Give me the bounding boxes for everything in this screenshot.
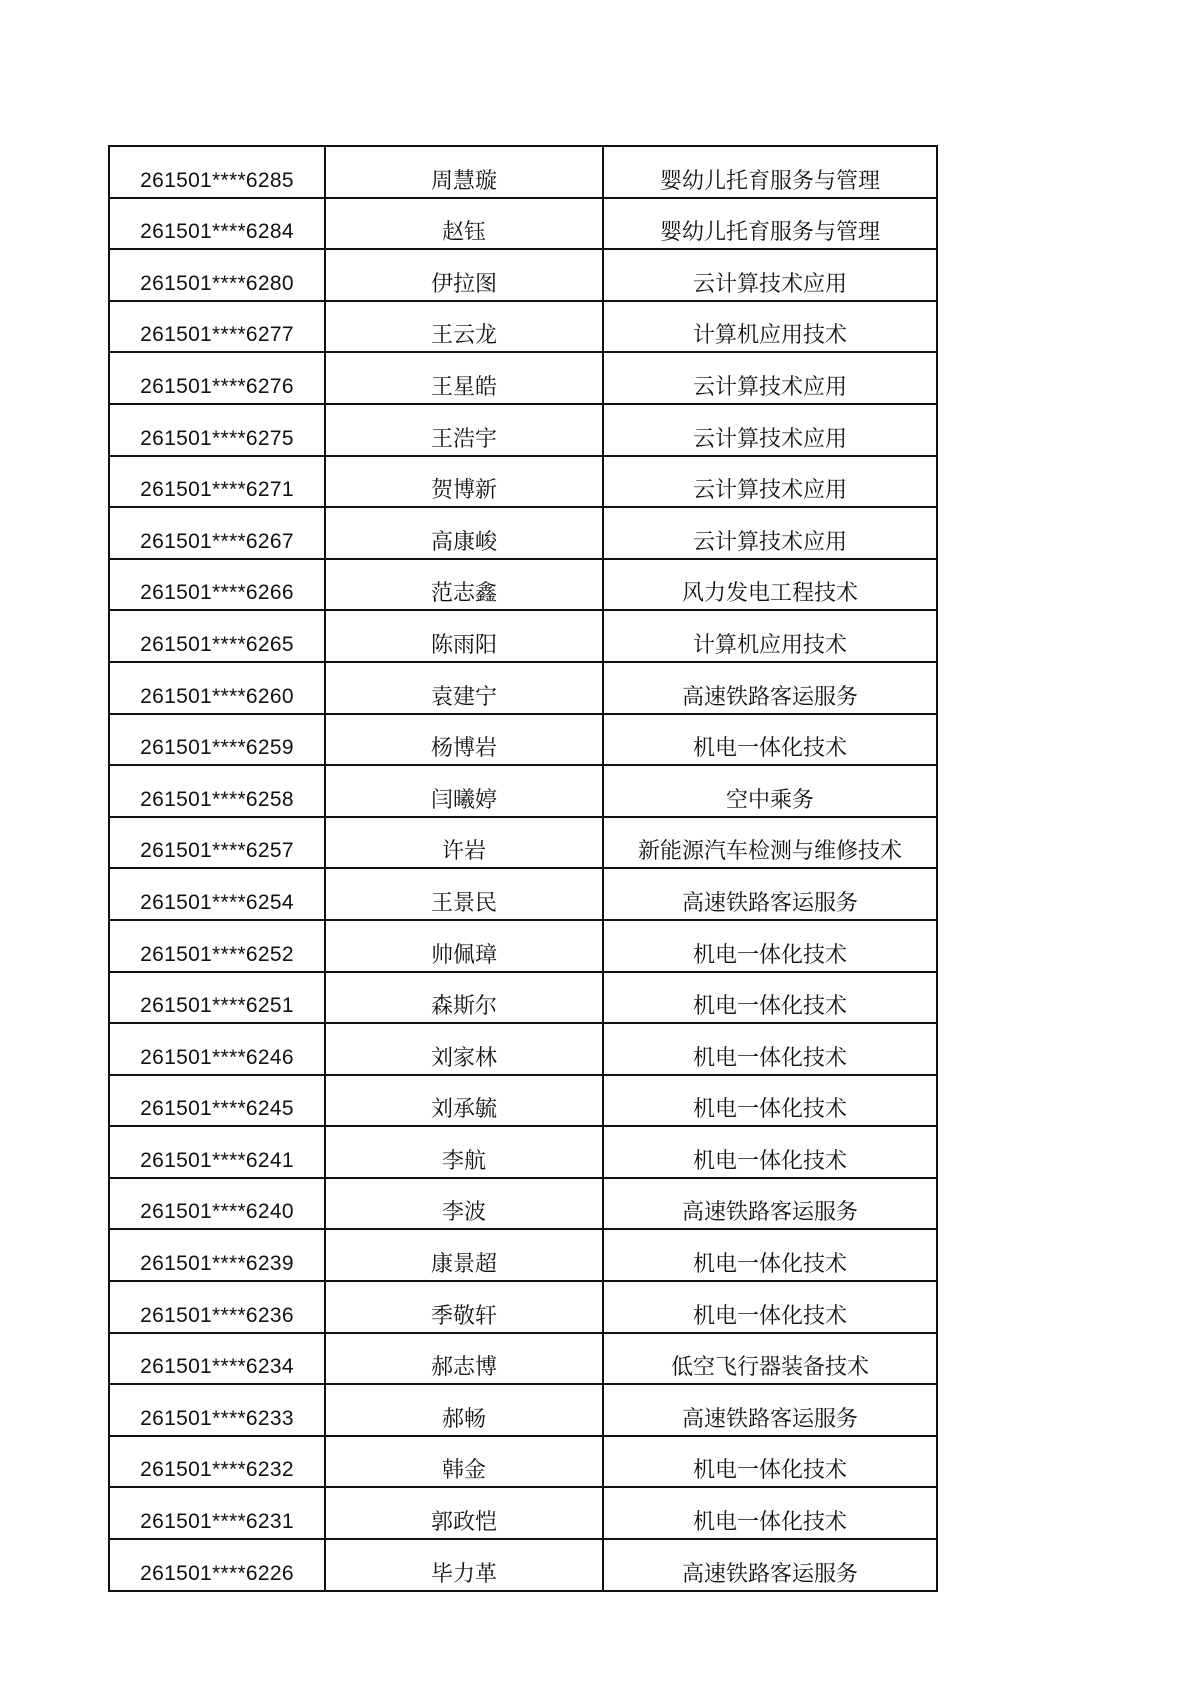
cell-name: 王景民	[325, 868, 603, 920]
cell-name: 王浩宇	[325, 404, 603, 456]
cell-name: 郝志博	[325, 1333, 603, 1385]
cell-name: 贺博新	[325, 456, 603, 508]
table-row	[109, 1178, 937, 1230]
cell-name: 康景超	[325, 1229, 603, 1281]
cell-name: 帅佩璋	[325, 920, 603, 972]
cell-major: 机电一体化技术	[603, 1436, 937, 1488]
cell-name: 高康峻	[325, 507, 603, 559]
table-row	[109, 1384, 937, 1436]
table-row	[109, 817, 937, 869]
cell-major: 高速铁路客运服务	[603, 868, 937, 920]
cell-id: 261501****6234	[109, 1333, 325, 1385]
cell-id: 261501****6245	[109, 1075, 325, 1127]
table-row	[109, 249, 937, 301]
cell-major: 云计算技术应用	[603, 456, 937, 508]
table-row	[109, 972, 937, 1024]
table-row	[109, 146, 937, 198]
cell-name: 闫曦婷	[325, 765, 603, 817]
table-row	[109, 714, 937, 766]
table-row	[109, 1539, 937, 1591]
table-row	[109, 1333, 937, 1385]
cell-id: 261501****6285	[109, 146, 325, 198]
cell-major: 高速铁路客运服务	[603, 1178, 937, 1230]
cell-name: 郝畅	[325, 1384, 603, 1436]
cell-id: 261501****6258	[109, 765, 325, 817]
table-row	[109, 765, 937, 817]
table-row	[109, 1229, 937, 1281]
table-row	[109, 198, 937, 250]
cell-major: 机电一体化技术	[603, 714, 937, 766]
table-row	[109, 1487, 937, 1539]
cell-name: 季敬轩	[325, 1281, 603, 1333]
cell-id: 261501****6231	[109, 1487, 325, 1539]
cell-name: 李航	[325, 1126, 603, 1178]
cell-major: 机电一体化技术	[603, 920, 937, 972]
cell-id: 261501****6252	[109, 920, 325, 972]
cell-major: 机电一体化技术	[603, 1075, 937, 1127]
table-row	[109, 920, 937, 972]
table-row	[109, 301, 937, 353]
student-table	[108, 145, 938, 1592]
cell-id: 261501****6246	[109, 1023, 325, 1075]
cell-id: 261501****6260	[109, 662, 325, 714]
table-row	[109, 662, 937, 714]
cell-id: 261501****6265	[109, 610, 325, 662]
cell-id: 261501****6275	[109, 404, 325, 456]
table-row	[109, 559, 937, 611]
cell-id: 261501****6233	[109, 1384, 325, 1436]
cell-name: 袁建宁	[325, 662, 603, 714]
table-row	[109, 507, 937, 559]
cell-major: 婴幼儿托育服务与管理	[603, 146, 937, 198]
table-row	[109, 1023, 937, 1075]
cell-major: 婴幼儿托育服务与管理	[603, 198, 937, 250]
table-row	[109, 404, 937, 456]
cell-name: 赵钰	[325, 198, 603, 250]
cell-major: 云计算技术应用	[603, 249, 937, 301]
cell-name: 范志鑫	[325, 559, 603, 611]
cell-major: 云计算技术应用	[603, 507, 937, 559]
cell-major: 机电一体化技术	[603, 1023, 937, 1075]
cell-major: 新能源汽车检测与维修技术	[603, 817, 937, 869]
cell-name: 许岩	[325, 817, 603, 869]
cell-major: 风力发电工程技术	[603, 559, 937, 611]
cell-major: 空中乘务	[603, 765, 937, 817]
cell-name: 王云龙	[325, 301, 603, 353]
table-row	[109, 1075, 937, 1127]
cell-major: 计算机应用技术	[603, 610, 937, 662]
cell-major: 计算机应用技术	[603, 301, 937, 353]
cell-major: 机电一体化技术	[603, 1487, 937, 1539]
cell-name: 李波	[325, 1178, 603, 1230]
cell-id: 261501****6267	[109, 507, 325, 559]
cell-id: 261501****6241	[109, 1126, 325, 1178]
cell-id: 261501****6271	[109, 456, 325, 508]
cell-major: 机电一体化技术	[603, 1229, 937, 1281]
cell-id: 261501****6284	[109, 198, 325, 250]
cell-id: 261501****6254	[109, 868, 325, 920]
cell-name: 毕力革	[325, 1539, 603, 1591]
table-row	[109, 1436, 937, 1488]
cell-major: 机电一体化技术	[603, 1126, 937, 1178]
cell-id: 261501****6236	[109, 1281, 325, 1333]
cell-id: 261501****6257	[109, 817, 325, 869]
cell-id: 261501****6276	[109, 352, 325, 404]
table-row	[109, 1281, 937, 1333]
cell-major: 机电一体化技术	[603, 972, 937, 1024]
cell-name: 刘家林	[325, 1023, 603, 1075]
cell-id: 261501****6280	[109, 249, 325, 301]
cell-major: 高速铁路客运服务	[603, 1384, 937, 1436]
cell-major: 云计算技术应用	[603, 352, 937, 404]
cell-id: 261501****6240	[109, 1178, 325, 1230]
cell-id: 261501****6277	[109, 301, 325, 353]
table-row	[109, 610, 937, 662]
cell-major: 高速铁路客运服务	[603, 662, 937, 714]
table-row	[109, 456, 937, 508]
cell-id: 261501****6226	[109, 1539, 325, 1591]
cell-name: 森斯尔	[325, 972, 603, 1024]
cell-id: 261501****6232	[109, 1436, 325, 1488]
cell-id: 261501****6259	[109, 714, 325, 766]
cell-major: 云计算技术应用	[603, 404, 937, 456]
table-row	[109, 352, 937, 404]
cell-name: 杨博岩	[325, 714, 603, 766]
cell-name: 王星皓	[325, 352, 603, 404]
cell-major: 低空飞行器装备技术	[603, 1333, 937, 1385]
cell-id: 261501****6251	[109, 972, 325, 1024]
cell-name: 伊拉图	[325, 249, 603, 301]
cell-major: 高速铁路客运服务	[603, 1539, 937, 1591]
cell-id: 261501****6239	[109, 1229, 325, 1281]
cell-id: 261501****6266	[109, 559, 325, 611]
cell-name: 周慧璇	[325, 146, 603, 198]
table-row	[109, 868, 937, 920]
table-row	[109, 1126, 937, 1178]
cell-major: 机电一体化技术	[603, 1281, 937, 1333]
cell-name: 韩金	[325, 1436, 603, 1488]
cell-name: 陈雨阳	[325, 610, 603, 662]
cell-name: 郭政恺	[325, 1487, 603, 1539]
cell-name: 刘承毓	[325, 1075, 603, 1127]
